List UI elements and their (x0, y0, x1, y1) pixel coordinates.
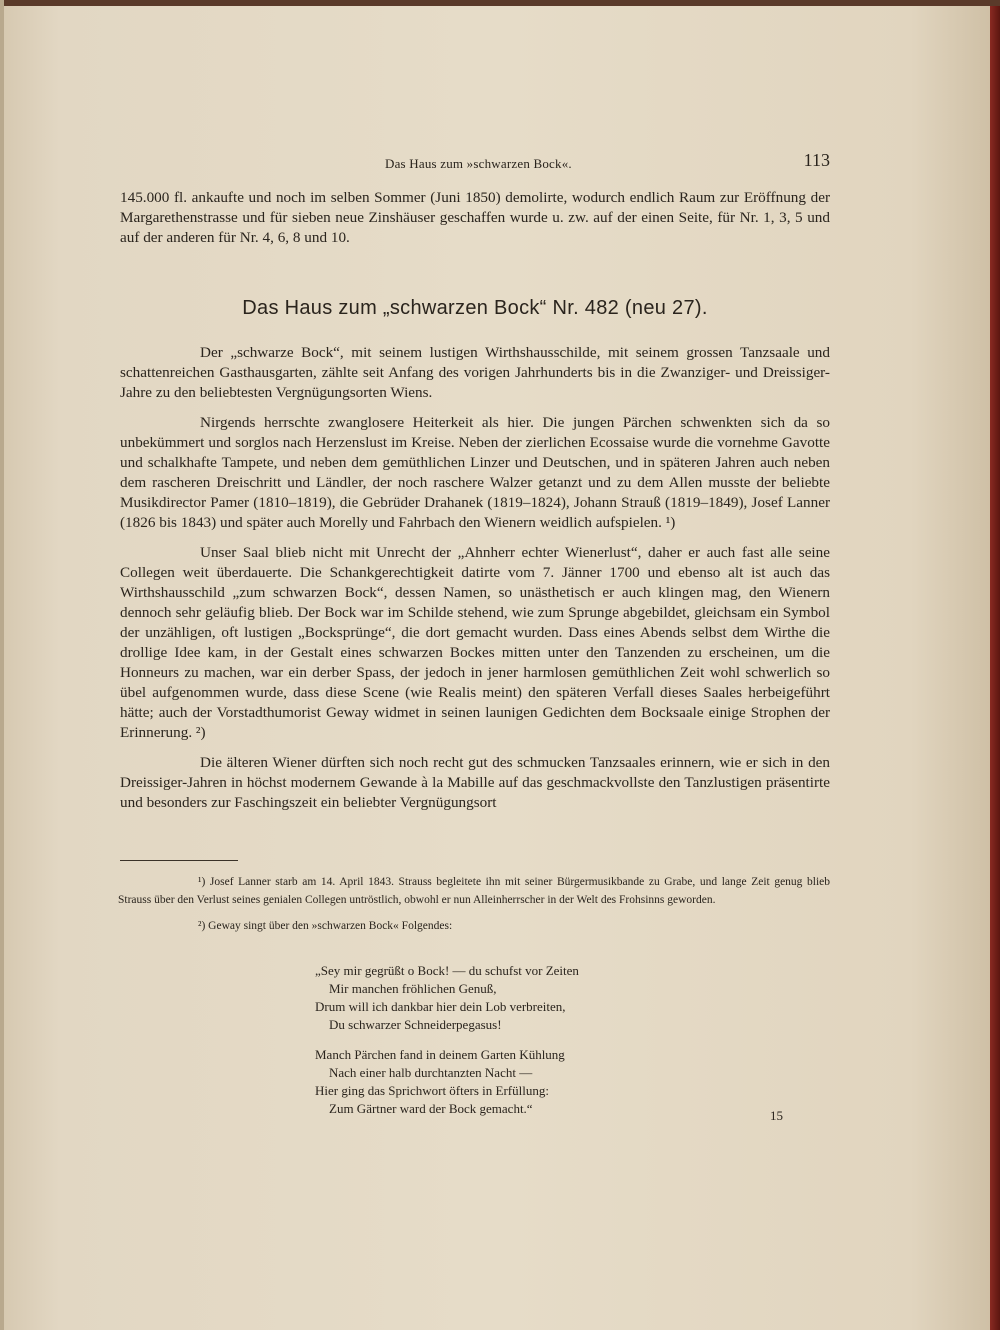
footnote-2 (118, 917, 830, 935)
paragraph-2: Nirgends herrschte zwanglosere Heiterkeit als hier. Die jungen Pärchen schwenkten sich da so unbekümmert und sorglos nach Herzenslust im Kreise. Neben der zierlichen Ecossaise wurde die vornehme Gavotte und schalkhafte Tampete, und neben dem gemüthlichen Linzer und Deutschen, und in späteren Jahren auch neben dem rascheren Dreischritt und Ländler, der noch raschere Walzer getanzt und zu dem Allen musste der beliebte Musikdirector Pamer (1810–1819), die Gebrüder Drahanek (1819–1824), Johann Strauß (1819–1849), Josef Lanner (1826 bis 1843) und später auch Morelly und Fahrbach den Wienern weidlich aufspielen. ¹) (120, 414, 830, 531)
footnote-2-mark: ²) (198, 920, 206, 932)
verse-line: Nach einer halb durchtanzten Nacht — (329, 1065, 533, 1080)
running-title: Das Haus zum »schwarzen Bock«. (385, 156, 572, 171)
verse-line: Mir manchen fröhlichen Genuß, (329, 981, 497, 996)
page-top-edge (0, 0, 1000, 6)
verse-line: Manch Pärchen fand in deinem Garten Kühlung (315, 1047, 565, 1062)
paragraph-1: Der „schwarze Bock“, mit seinem lustigen Wirthshausschilde, mit seinem grossen Tanzsaale und schattenreichen Gasthausgarten, zählte seit Anfang des vorigen Jahrhunderts bis in die Zwanziger- und Dreissiger-Jahre zu den beliebtesten Vergnügungsorten Wiens. (120, 344, 830, 401)
continuation-block (120, 188, 830, 258)
footnote-rule (120, 860, 238, 861)
book-spine-edge (990, 0, 1000, 1330)
paragraph-4: Die älteren Wiener dürften sich noch recht gut des schmucken Tanzsaales erinnern, wie er sich in den Dreissiger-Jahren in höchst modernem Gewande à la Mabille auf das geschmackvollste den Tanzlustigen präsentirte und besonders zur Faschingszeit ein beliebter Vergnügungsort (120, 754, 830, 811)
signature-mark: 15 (770, 1108, 783, 1123)
verse-quote (315, 962, 695, 1118)
verse-line: „Sey mir gegrüßt o Bock! — du schufst vor Zeiten (315, 963, 579, 978)
footnote-2-text: Geway singt über den »schwarzen Bock« Folgendes: (208, 920, 453, 932)
main-text (120, 343, 830, 823)
page-number: 113 (803, 150, 830, 170)
verse-line: Du schwarzer Schneiderpegasus! (329, 1017, 502, 1032)
continuation-paragraph: 145.000 fl. ankaufte und noch im selben Sommer (Juni 1850) demolirte, wodurch endlich Raum zur Eröffnung der Margarethenstrasse und für sieben neue Zinshäuser geschaffen wurde u. zw. auf der einen Seite, für Nr. 1, 3, 5 und auf der anderen für Nr. 4, 6, 8 und 10. (120, 189, 830, 246)
running-head (120, 150, 830, 174)
verse-line: Zum Gärtner ward der Bock gemacht.“ (329, 1101, 533, 1116)
verse-line: Hier ging das Sprichwort öfters in Erfüllung: (315, 1083, 549, 1098)
verse-line: Drum will ich dankbar hier dein Lob verbreiten, (315, 999, 566, 1014)
page-left-edge (0, 0, 4, 1330)
stanza-gap (315, 1034, 695, 1046)
section-heading: Das Haus zum „schwarzen Bock“ Nr. 482 (neu 27). (242, 297, 708, 319)
footnote-1-mark: ¹) (198, 876, 206, 888)
footnotes (118, 873, 830, 943)
paragraph-3: Unser Saal blieb nicht mit Unrecht der „Ahnherr echter Wienerlust“, daher er auch fast alle seine Collegen weit überdauerte. Die Schankgerechtigkeit datirte vom 7. Jänner 1700 und ebenso alt ist auch das Wirthshausschild „zum schwarzen Bock“, dessen Namen, so unästhetisch er auch klingen mag, den Wienern dennoch sehr geläufig blieb. Der Bock war im Schilde stehend, wie zum Sprunge abgebildet, gleichsam ein Symbol der unzähligen, oft lustigen „Bocksprünge“, die dort gemacht wurden. Dass eines Abends selbst dem Wirthe die drollige Idee kam, in der Gestalt eines schwarzen Bockes mitten unter den Tanzenden zu erscheinen, um die Honneurs zu machen, war ein derber Spass, der jedoch in jener harmlosen gemüthlichen Zeit wohl schwerlich so übel aufgenommen wurde, dass diese Scene (wie Realis meint) den späteren Verfall dieses Saales herbeigeführt hätte; auch der Vorstadthumorist Geway widmet in seinen launigen Gedichten dem Bocksaale einige Strophen der Erinnerung. ²) (120, 544, 830, 741)
footnote-1 (118, 873, 830, 909)
footnote-1-text: Josef Lanner starb am 14. April 1843. Strauss begleitete ihn mit seiner Bürgermusikbande zu Grabe, und lange Zeit genug blieb Strauss über den Verlust seines genialen Collegen untröstlich, obwohl er nun Alleinherrscher in der Welt des Frohsinns geworden. (118, 876, 831, 906)
